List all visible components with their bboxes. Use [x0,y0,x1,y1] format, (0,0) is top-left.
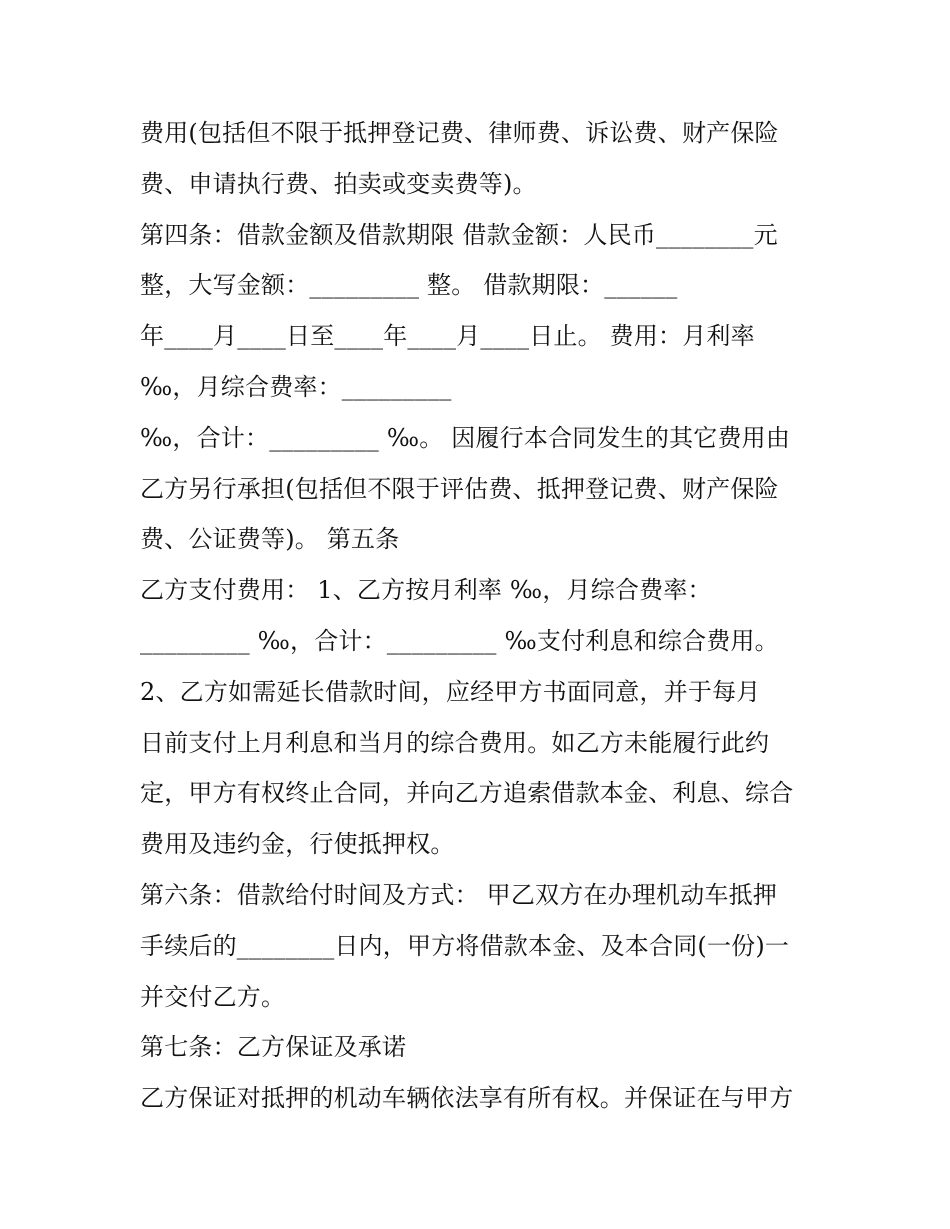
text-line: 定，甲方有权终止合同，并向乙方追索借款本金、利息、综合 [140,779,794,808]
article-5-heading-line: 费、公证费等)。 第五条 [140,525,400,554]
article-6-heading-line: 第六条：借款给付时间及方式： 甲乙双方在办理机动车抵押 [140,880,778,909]
text-line: 乙方保证对抵押的机动车辆依法享有所有权。并保证在与甲方 [140,1084,794,1113]
text-line: 日前支付上月利息和当月的综合费用。如乙方未能履行此约 [140,728,770,757]
text-line: ‰，月综合费率：_________ [140,372,452,401]
article-7-heading-line: 第七条：乙方保证及承诺 [140,1033,407,1062]
text-line: 2、乙方如需延长借款时间，应经甲方书面同意，并于每月 [140,677,761,706]
text-line: 年____月____日至____年____月____日止。 费用：月利率 [140,322,755,351]
text-line: 费用及违约金，行使抵押权。 [140,830,455,859]
text-line: 费、申请执行费、拍卖或变卖费等)。 [140,169,537,198]
text-line: ‰，合计：_________ ‰。 因履行本合同发生的其它费用由 [140,423,791,452]
text-line: 手续后的________日内，甲方将借款本金、及本合同(一份)一 [140,931,790,960]
text-line: _________ ‰，合计：_________ ‰支付利息和综合费用。 [140,626,779,655]
document-body [140,108,830,1124]
text-line: 整，大写金额：_________ 整。 借款期限：______ [140,271,678,300]
article-4-heading-line: 第四条：借款金额及借款期限 借款金额：人民币________元 [140,220,778,249]
text-line: 费用(包括但不限于抵押登记费、律师费、诉讼费、财产保险 [140,119,779,147]
text-line: 并交付乙方。 [140,982,286,1011]
text-line: 乙方支付费用： 1、乙方按月利率 ‰，月综合费率： [140,576,712,605]
text-line: 乙方另行承担(包括但不限于评估费、抵押登记费、财产保险 [140,474,779,503]
